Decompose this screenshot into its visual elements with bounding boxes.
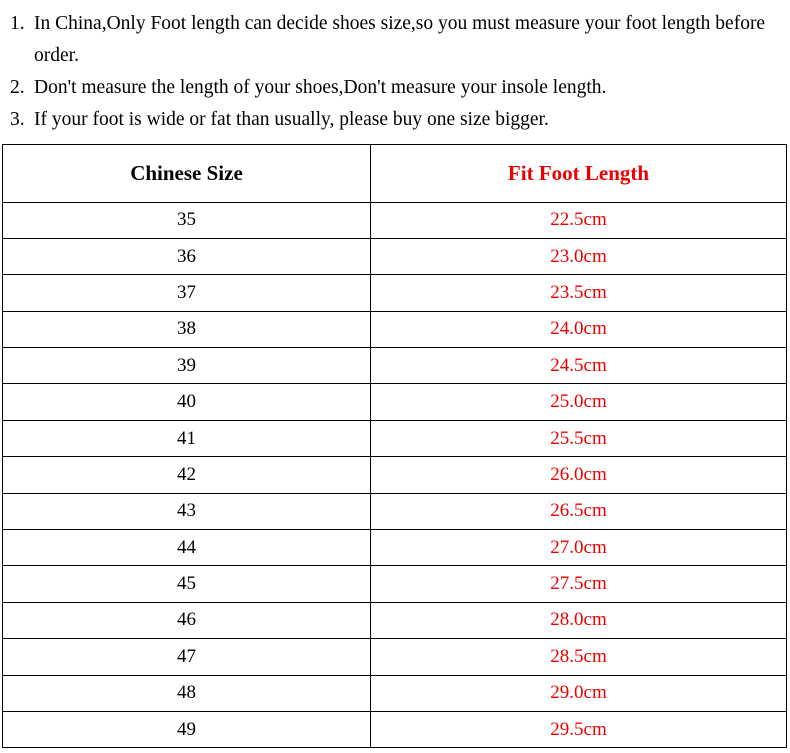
cell-chinese-size: 43 <box>3 493 371 529</box>
cell-fit-foot-length: 26.5cm <box>371 493 787 529</box>
cell-fit-foot-length: 27.5cm <box>371 566 787 602</box>
cell-chinese-size: 48 <box>3 675 371 711</box>
table-row <box>3 238 787 274</box>
cell-chinese-size: 42 <box>3 457 371 493</box>
table-body <box>3 202 787 748</box>
cell-fit-foot-length: 28.0cm <box>371 602 787 638</box>
cell-chinese-size: 37 <box>3 275 371 311</box>
instruction-line-3 <box>8 104 776 136</box>
cell-fit-foot-length: 25.5cm <box>371 420 787 456</box>
table-row <box>3 348 787 384</box>
instruction-text-3: If your foot is wide or fat than usually, please buy one size bigger. <box>34 108 549 130</box>
cell-fit-foot-length: 24.5cm <box>371 348 787 384</box>
table-row <box>3 311 787 347</box>
table-row <box>3 420 787 456</box>
cell-chinese-size: 41 <box>3 420 371 456</box>
column-header-chinese-size: Chinese Size <box>3 144 371 202</box>
table-row <box>3 566 787 602</box>
cell-fit-foot-length: 22.5cm <box>371 202 787 238</box>
cell-chinese-size: 46 <box>3 602 371 638</box>
table-row <box>3 675 787 711</box>
instruction-text-2: Don't measure the length of your shoes,Don't measure your insole length. <box>34 77 607 99</box>
cell-fit-foot-length: 29.0cm <box>371 675 787 711</box>
instructions-block <box>0 0 790 140</box>
table-row <box>3 530 787 566</box>
table-header <box>3 144 787 202</box>
cell-fit-foot-length: 25.0cm <box>371 384 787 420</box>
instruction-number-3: 3. <box>10 108 25 130</box>
table-row <box>3 639 787 675</box>
instruction-line-1 <box>8 8 776 72</box>
cell-fit-foot-length: 23.5cm <box>371 275 787 311</box>
table-row <box>3 275 787 311</box>
instruction-line-2 <box>8 72 776 104</box>
cell-chinese-size: 36 <box>3 238 371 274</box>
cell-chinese-size: 35 <box>3 202 371 238</box>
cell-fit-foot-length: 23.0cm <box>371 238 787 274</box>
table-row <box>3 384 787 420</box>
column-header-fit-foot-length: Fit Foot Length <box>371 144 787 202</box>
cell-chinese-size: 44 <box>3 530 371 566</box>
instruction-text-1: In China,Only Foot length can decide shoes size,so you must measure your foot length before order. <box>34 13 766 67</box>
instruction-number-1: 1. <box>10 13 25 34</box>
table-row <box>3 493 787 529</box>
instruction-number-2: 2. <box>10 77 25 99</box>
cell-chinese-size: 47 <box>3 639 371 675</box>
cell-fit-foot-length: 27.0cm <box>371 530 787 566</box>
table-row <box>3 711 787 747</box>
cell-chinese-size: 49 <box>3 711 371 747</box>
cell-fit-foot-length: 24.0cm <box>371 311 787 347</box>
cell-chinese-size: 40 <box>3 384 371 420</box>
table-header-row <box>3 144 787 202</box>
cell-chinese-size: 45 <box>3 566 371 602</box>
size-conversion-table <box>2 144 787 749</box>
cell-chinese-size: 39 <box>3 348 371 384</box>
table-row <box>3 202 787 238</box>
table-row <box>3 457 787 493</box>
cell-chinese-size: 38 <box>3 311 371 347</box>
cell-fit-foot-length: 29.5cm <box>371 711 787 747</box>
cell-fit-foot-length: 26.0cm <box>371 457 787 493</box>
cell-fit-foot-length: 28.5cm <box>371 639 787 675</box>
table-row <box>3 602 787 638</box>
